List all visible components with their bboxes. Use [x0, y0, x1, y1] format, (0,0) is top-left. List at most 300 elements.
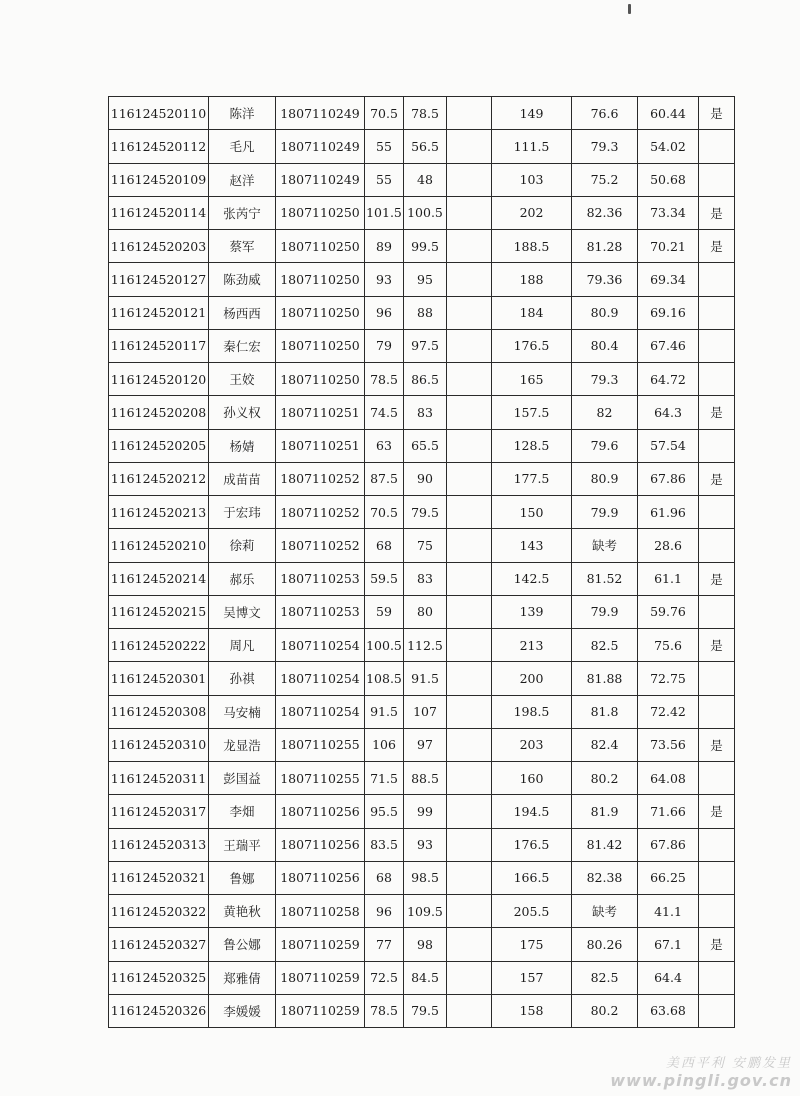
candidate-id-cell: 116124520301: [109, 662, 209, 695]
written-score-1-cell: 59.5: [365, 562, 404, 595]
interview-score-cell: 81.28: [572, 230, 638, 263]
written-total-cell: 157.5: [492, 396, 572, 429]
written-score-2-cell: 98: [404, 928, 447, 961]
extra-score-cell: [447, 529, 492, 562]
written-score-1-cell: 93: [365, 263, 404, 296]
written-score-1-cell: 106: [365, 728, 404, 761]
post-code-cell: 1807110252: [276, 496, 365, 529]
written-total-cell: 200: [492, 662, 572, 695]
candidate-id-cell: 116124520110: [109, 97, 209, 130]
extra-score-cell: [447, 363, 492, 396]
written-score-2-cell: 83: [404, 562, 447, 595]
interview-score-cell: 80.2: [572, 994, 638, 1027]
selected-flag-cell: [699, 263, 735, 296]
candidate-name-cell: 孙义权: [209, 396, 276, 429]
candidate-name-cell: 王姣: [209, 363, 276, 396]
candidate-id-cell: 116124520326: [109, 994, 209, 1027]
candidate-name-cell: 陈洋: [209, 97, 276, 130]
post-code-cell: 1807110254: [276, 629, 365, 662]
table-row: [109, 196, 735, 229]
written-score-1-cell: 100.5: [365, 629, 404, 662]
interview-score-cell: 79.9: [572, 595, 638, 628]
candidate-name-cell: 龙显浩: [209, 728, 276, 761]
interview-score-cell: 79.6: [572, 429, 638, 462]
final-score-cell: 73.56: [638, 728, 699, 761]
written-score-1-cell: 78.5: [365, 994, 404, 1027]
selected-flag-cell: [699, 363, 735, 396]
final-score-cell: 71.66: [638, 795, 699, 828]
interview-score-cell: 82.5: [572, 961, 638, 994]
table-row: [109, 230, 735, 263]
final-score-cell: 67.86: [638, 462, 699, 495]
final-score-cell: 64.72: [638, 363, 699, 396]
candidate-name-cell: 于宏玮: [209, 496, 276, 529]
candidate-name-cell: 马安楠: [209, 695, 276, 728]
final-score-cell: 59.76: [638, 595, 699, 628]
final-score-cell: 61.1: [638, 562, 699, 595]
written-score-1-cell: 101.5: [365, 196, 404, 229]
selected-flag-cell: [699, 329, 735, 362]
extra-score-cell: [447, 994, 492, 1027]
written-total-cell: 158: [492, 994, 572, 1027]
written-total-cell: 103: [492, 163, 572, 196]
candidate-name-cell: 李畑: [209, 795, 276, 828]
written-score-2-cell: 88: [404, 296, 447, 329]
candidate-id-cell: 116124520313: [109, 828, 209, 861]
scan-mark: [628, 4, 631, 14]
candidate-name-cell: 鲁娜: [209, 861, 276, 894]
written-score-1-cell: 68: [365, 861, 404, 894]
extra-score-cell: [447, 928, 492, 961]
candidate-name-cell: 杨西西: [209, 296, 276, 329]
written-total-cell: 150: [492, 496, 572, 529]
post-code-cell: 1807110249: [276, 130, 365, 163]
written-score-2-cell: 79.5: [404, 496, 447, 529]
candidate-name-cell: 秦仁宏: [209, 329, 276, 362]
watermark-line1: 美西平利 安鹏发里: [665, 1055, 792, 1071]
extra-score-cell: [447, 961, 492, 994]
candidate-id-cell: 116124520120: [109, 363, 209, 396]
written-score-1-cell: 55: [365, 163, 404, 196]
selected-flag-cell: 是: [699, 928, 735, 961]
written-score-1-cell: 74.5: [365, 396, 404, 429]
candidate-name-cell: 吴博文: [209, 595, 276, 628]
selected-flag-cell: 是: [699, 396, 735, 429]
post-code-cell: 1807110255: [276, 762, 365, 795]
written-total-cell: 203: [492, 728, 572, 761]
written-total-cell: 198.5: [492, 695, 572, 728]
post-code-cell: 1807110254: [276, 695, 365, 728]
written-total-cell: 157: [492, 961, 572, 994]
written-score-1-cell: 63: [365, 429, 404, 462]
candidate-name-cell: 彭国益: [209, 762, 276, 795]
written-score-1-cell: 89: [365, 230, 404, 263]
table-row: [109, 861, 735, 894]
extra-score-cell: [447, 130, 492, 163]
candidate-id-cell: 116124520210: [109, 529, 209, 562]
final-score-cell: 64.08: [638, 762, 699, 795]
selected-flag-cell: [699, 762, 735, 795]
candidate-id-cell: 116124520117: [109, 329, 209, 362]
extra-score-cell: [447, 629, 492, 662]
candidate-id-cell: 116124520310: [109, 728, 209, 761]
table-row: [109, 961, 735, 994]
written-score-1-cell: 77: [365, 928, 404, 961]
candidate-id-cell: 116124520121: [109, 296, 209, 329]
interview-score-cell: 76.6: [572, 97, 638, 130]
candidate-id-cell: 116124520321: [109, 861, 209, 894]
candidate-name-cell: 郑雅倩: [209, 961, 276, 994]
candidate-id-cell: 116124520114: [109, 196, 209, 229]
final-score-cell: 63.68: [638, 994, 699, 1027]
table-row: [109, 828, 735, 861]
extra-score-cell: [447, 562, 492, 595]
final-score-cell: 73.34: [638, 196, 699, 229]
final-score-cell: 72.42: [638, 695, 699, 728]
candidate-name-cell: 成苗苗: [209, 462, 276, 495]
post-code-cell: 1807110256: [276, 795, 365, 828]
score-table: [108, 96, 735, 1028]
extra-score-cell: [447, 895, 492, 928]
post-code-cell: 1807110249: [276, 97, 365, 130]
table-row: [109, 429, 735, 462]
interview-score-cell: 82.36: [572, 196, 638, 229]
post-code-cell: 1807110253: [276, 595, 365, 628]
candidate-id-cell: 116124520205: [109, 429, 209, 462]
extra-score-cell: [447, 329, 492, 362]
extra-score-cell: [447, 762, 492, 795]
written-score-1-cell: 83.5: [365, 828, 404, 861]
written-score-2-cell: 109.5: [404, 895, 447, 928]
table-row: [109, 762, 735, 795]
extra-score-cell: [447, 230, 492, 263]
written-total-cell: 194.5: [492, 795, 572, 828]
written-score-1-cell: 70.5: [365, 97, 404, 130]
written-total-cell: 175: [492, 928, 572, 961]
final-score-cell: 66.25: [638, 861, 699, 894]
post-code-cell: 1807110250: [276, 329, 365, 362]
table-row: [109, 462, 735, 495]
selected-flag-cell: [699, 662, 735, 695]
interview-score-cell: 缺考: [572, 895, 638, 928]
extra-score-cell: [447, 728, 492, 761]
selected-flag-cell: [699, 895, 735, 928]
extra-score-cell: [447, 795, 492, 828]
post-code-cell: 1807110259: [276, 994, 365, 1027]
written-total-cell: 176.5: [492, 329, 572, 362]
candidate-name-cell: 孙祺: [209, 662, 276, 695]
post-code-cell: 1807110256: [276, 828, 365, 861]
post-code-cell: 1807110249: [276, 163, 365, 196]
post-code-cell: 1807110250: [276, 196, 365, 229]
final-score-cell: 69.34: [638, 263, 699, 296]
written-score-1-cell: 108.5: [365, 662, 404, 695]
table-row: [109, 163, 735, 196]
written-score-2-cell: 97.5: [404, 329, 447, 362]
final-score-cell: 67.46: [638, 329, 699, 362]
written-score-2-cell: 99.5: [404, 230, 447, 263]
interview-score-cell: 80.9: [572, 296, 638, 329]
candidate-id-cell: 116124520112: [109, 130, 209, 163]
interview-score-cell: 81.9: [572, 795, 638, 828]
table-row: [109, 629, 735, 662]
interview-score-cell: 81.52: [572, 562, 638, 595]
written-total-cell: 165: [492, 363, 572, 396]
final-score-cell: 64.3: [638, 396, 699, 429]
candidate-id-cell: 116124520327: [109, 928, 209, 961]
table-row: [109, 595, 735, 628]
table-row: [109, 97, 735, 130]
selected-flag-cell: 是: [699, 629, 735, 662]
interview-score-cell: 82.5: [572, 629, 638, 662]
selected-flag-cell: [699, 695, 735, 728]
candidate-id-cell: 116124520212: [109, 462, 209, 495]
post-code-cell: 1807110259: [276, 961, 365, 994]
candidate-name-cell: 毛凡: [209, 130, 276, 163]
written-total-cell: 139: [492, 595, 572, 628]
written-score-2-cell: 112.5: [404, 629, 447, 662]
final-score-cell: 72.75: [638, 662, 699, 695]
interview-score-cell: 79.3: [572, 363, 638, 396]
written-score-2-cell: 80: [404, 595, 447, 628]
interview-score-cell: 80.4: [572, 329, 638, 362]
written-total-cell: 142.5: [492, 562, 572, 595]
selected-flag-cell: [699, 296, 735, 329]
selected-flag-cell: [699, 961, 735, 994]
selected-flag-cell: 是: [699, 97, 735, 130]
table-row: [109, 130, 735, 163]
candidate-id-cell: 116124520213: [109, 496, 209, 529]
selected-flag-cell: 是: [699, 728, 735, 761]
written-total-cell: 213: [492, 629, 572, 662]
table-row: [109, 695, 735, 728]
table-row: [109, 928, 735, 961]
written-score-1-cell: 91.5: [365, 695, 404, 728]
post-code-cell: 1807110255: [276, 728, 365, 761]
selected-flag-cell: [699, 861, 735, 894]
selected-flag-cell: 是: [699, 196, 735, 229]
written-score-1-cell: 71.5: [365, 762, 404, 795]
post-code-cell: 1807110250: [276, 363, 365, 396]
interview-score-cell: 缺考: [572, 529, 638, 562]
candidate-name-cell: 徐莉: [209, 529, 276, 562]
table-body: [109, 97, 735, 1028]
written-score-2-cell: 56.5: [404, 130, 447, 163]
written-total-cell: 160: [492, 762, 572, 795]
written-score-2-cell: 100.5: [404, 196, 447, 229]
extra-score-cell: [447, 296, 492, 329]
post-code-cell: 1807110252: [276, 529, 365, 562]
candidate-name-cell: 张芮宁: [209, 196, 276, 229]
selected-flag-cell: [699, 828, 735, 861]
final-score-cell: 69.16: [638, 296, 699, 329]
written-score-1-cell: 96: [365, 296, 404, 329]
watermark-url: www.pingli.gov.cn: [610, 1070, 792, 1090]
candidate-id-cell: 116124520222: [109, 629, 209, 662]
selected-flag-cell: 是: [699, 230, 735, 263]
written-total-cell: 128.5: [492, 429, 572, 462]
post-code-cell: 1807110251: [276, 396, 365, 429]
candidate-name-cell: 蔡军: [209, 230, 276, 263]
written-score-1-cell: 72.5: [365, 961, 404, 994]
written-total-cell: 205.5: [492, 895, 572, 928]
candidate-name-cell: 鲁公娜: [209, 928, 276, 961]
table-row: [109, 728, 735, 761]
final-score-cell: 61.96: [638, 496, 699, 529]
table-row: [109, 562, 735, 595]
written-score-1-cell: 78.5: [365, 363, 404, 396]
interview-score-cell: 79.9: [572, 496, 638, 529]
written-total-cell: 177.5: [492, 462, 572, 495]
final-score-cell: 41.1: [638, 895, 699, 928]
written-score-2-cell: 90: [404, 462, 447, 495]
selected-flag-cell: 是: [699, 562, 735, 595]
interview-score-cell: 80.9: [572, 462, 638, 495]
table-row: [109, 363, 735, 396]
candidate-name-cell: 杨婧: [209, 429, 276, 462]
post-code-cell: 1807110250: [276, 296, 365, 329]
table-row: [109, 329, 735, 362]
written-score-2-cell: 107: [404, 695, 447, 728]
candidate-name-cell: 周凡: [209, 629, 276, 662]
written-score-1-cell: 96: [365, 895, 404, 928]
written-score-2-cell: 91.5: [404, 662, 447, 695]
extra-score-cell: [447, 662, 492, 695]
final-score-cell: 54.02: [638, 130, 699, 163]
extra-score-cell: [447, 496, 492, 529]
post-code-cell: 1807110253: [276, 562, 365, 595]
post-code-cell: 1807110256: [276, 861, 365, 894]
interview-score-cell: 79.36: [572, 263, 638, 296]
selected-flag-cell: [699, 163, 735, 196]
written-total-cell: 188.5: [492, 230, 572, 263]
written-score-2-cell: 95: [404, 263, 447, 296]
selected-flag-cell: [699, 994, 735, 1027]
extra-score-cell: [447, 163, 492, 196]
written-score-2-cell: 65.5: [404, 429, 447, 462]
selected-flag-cell: 是: [699, 462, 735, 495]
interview-score-cell: 81.42: [572, 828, 638, 861]
written-score-2-cell: 48: [404, 163, 447, 196]
written-score-1-cell: 55: [365, 130, 404, 163]
extra-score-cell: [447, 263, 492, 296]
written-score-1-cell: 70.5: [365, 496, 404, 529]
final-score-cell: 75.6: [638, 629, 699, 662]
written-score-1-cell: 87.5: [365, 462, 404, 495]
table-row: [109, 795, 735, 828]
extra-score-cell: [447, 462, 492, 495]
written-score-2-cell: 86.5: [404, 363, 447, 396]
candidate-id-cell: 116124520214: [109, 562, 209, 595]
extra-score-cell: [447, 695, 492, 728]
written-score-1-cell: 95.5: [365, 795, 404, 828]
written-total-cell: 184: [492, 296, 572, 329]
candidate-id-cell: 116124520208: [109, 396, 209, 429]
interview-score-cell: 81.88: [572, 662, 638, 695]
selected-flag-cell: [699, 595, 735, 628]
final-score-cell: 28.6: [638, 529, 699, 562]
written-score-1-cell: 68: [365, 529, 404, 562]
written-score-1-cell: 59: [365, 595, 404, 628]
final-score-cell: 67.1: [638, 928, 699, 961]
table-row: [109, 662, 735, 695]
interview-score-cell: 81.8: [572, 695, 638, 728]
watermark: [610, 1057, 792, 1090]
interview-score-cell: 82: [572, 396, 638, 429]
candidate-id-cell: 116124520308: [109, 695, 209, 728]
selected-flag-cell: [699, 496, 735, 529]
candidate-name-cell: 王瑞平: [209, 828, 276, 861]
written-total-cell: 202: [492, 196, 572, 229]
candidate-id-cell: 116124520311: [109, 762, 209, 795]
written-total-cell: 143: [492, 529, 572, 562]
candidate-id-cell: 116124520215: [109, 595, 209, 628]
extra-score-cell: [447, 429, 492, 462]
table-row: [109, 296, 735, 329]
table-row: [109, 263, 735, 296]
candidate-id-cell: 116124520127: [109, 263, 209, 296]
post-code-cell: 1807110259: [276, 928, 365, 961]
final-score-cell: 57.54: [638, 429, 699, 462]
written-score-2-cell: 84.5: [404, 961, 447, 994]
written-score-2-cell: 78.5: [404, 97, 447, 130]
post-code-cell: 1807110252: [276, 462, 365, 495]
table-row: [109, 396, 735, 429]
selected-flag-cell: [699, 130, 735, 163]
candidate-name-cell: 黄艳秋: [209, 895, 276, 928]
written-total-cell: 111.5: [492, 130, 572, 163]
post-code-cell: 1807110254: [276, 662, 365, 695]
selected-flag-cell: [699, 529, 735, 562]
written-score-1-cell: 79: [365, 329, 404, 362]
table-row: [109, 994, 735, 1027]
written-total-cell: 166.5: [492, 861, 572, 894]
written-score-2-cell: 93: [404, 828, 447, 861]
candidate-name-cell: 赵洋: [209, 163, 276, 196]
post-code-cell: 1807110250: [276, 230, 365, 263]
interview-score-cell: 80.2: [572, 762, 638, 795]
post-code-cell: 1807110258: [276, 895, 365, 928]
written-score-2-cell: 75: [404, 529, 447, 562]
table-row: [109, 895, 735, 928]
written-score-2-cell: 98.5: [404, 861, 447, 894]
candidate-id-cell: 116124520325: [109, 961, 209, 994]
interview-score-cell: 75.2: [572, 163, 638, 196]
candidate-id-cell: 116124520203: [109, 230, 209, 263]
post-code-cell: 1807110251: [276, 429, 365, 462]
extra-score-cell: [447, 861, 492, 894]
selected-flag-cell: 是: [699, 795, 735, 828]
candidate-name-cell: 郝乐: [209, 562, 276, 595]
table-row: [109, 496, 735, 529]
final-score-cell: 64.4: [638, 961, 699, 994]
candidate-name-cell: 李媛媛: [209, 994, 276, 1027]
written-total-cell: 188: [492, 263, 572, 296]
extra-score-cell: [447, 828, 492, 861]
written-score-2-cell: 83: [404, 396, 447, 429]
extra-score-cell: [447, 97, 492, 130]
table-row: [109, 529, 735, 562]
candidate-id-cell: 116124520322: [109, 895, 209, 928]
written-total-cell: 149: [492, 97, 572, 130]
written-score-2-cell: 88.5: [404, 762, 447, 795]
post-code-cell: 1807110250: [276, 263, 365, 296]
selected-flag-cell: [699, 429, 735, 462]
written-score-2-cell: 99: [404, 795, 447, 828]
candidate-id-cell: 116124520317: [109, 795, 209, 828]
interview-score-cell: 82.38: [572, 861, 638, 894]
written-total-cell: 176.5: [492, 828, 572, 861]
